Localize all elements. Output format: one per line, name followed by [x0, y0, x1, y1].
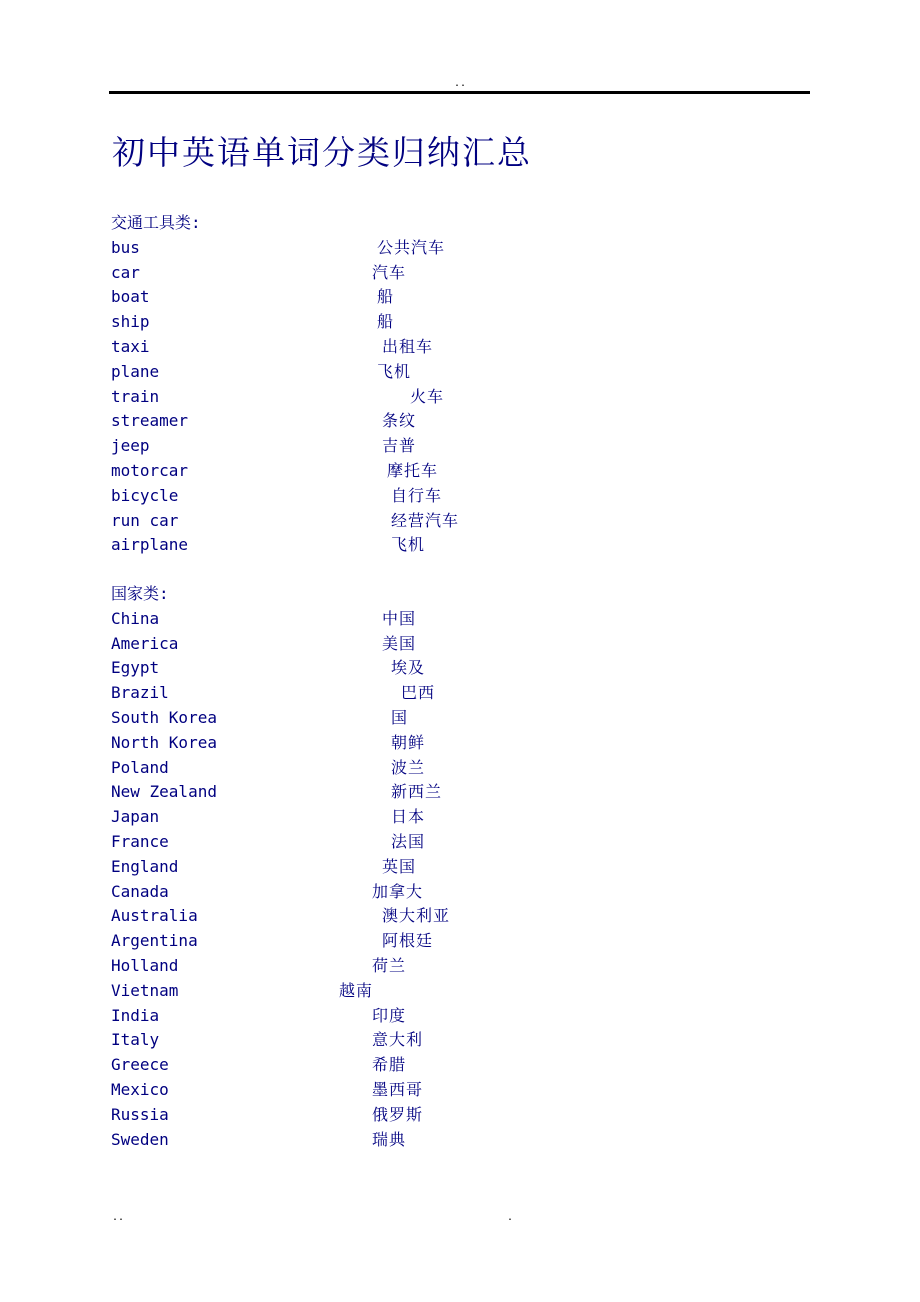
vocab-row — [111, 360, 412, 385]
english-word: Brazil — [111, 683, 169, 703]
chinese-translation: 新西兰 — [391, 782, 443, 802]
chinese-translation: 印度 — [372, 1005, 407, 1025]
english-word: taxi — [111, 336, 150, 356]
chinese-translation: 汽车 — [372, 262, 407, 282]
vocab-row — [111, 830, 426, 855]
vocab-row — [111, 261, 407, 286]
english-word: Vietnam — [111, 980, 179, 1000]
english-word: Holland — [111, 955, 179, 975]
vocab-row — [111, 1078, 424, 1103]
english-word: Russia — [111, 1104, 169, 1124]
chinese-translation: 出租车 — [382, 336, 434, 356]
vocab-row — [111, 1004, 407, 1029]
english-word: boat — [111, 287, 150, 307]
chinese-translation: 飞机 — [377, 361, 412, 381]
english-word: jeep — [111, 436, 150, 456]
vocab-row — [111, 656, 426, 681]
english-word: America — [111, 633, 179, 653]
vocab-row — [111, 1053, 407, 1078]
vocab-row — [111, 880, 424, 905]
chinese-translation: 希腊 — [372, 1055, 407, 1075]
vocab-row — [111, 979, 374, 1004]
vocab-row — [111, 1128, 407, 1153]
vocab-row — [111, 929, 434, 954]
vocab-row — [111, 533, 426, 558]
english-word: Egypt — [111, 658, 160, 678]
section-heading: 交通工具类: — [111, 213, 201, 232]
vocab-row — [111, 385, 445, 410]
chinese-translation: 越南 — [339, 980, 374, 1000]
english-word: India — [111, 1005, 160, 1025]
chinese-translation: 飞机 — [391, 535, 426, 555]
vocab-row — [111, 681, 436, 706]
chinese-translation: 经营汽车 — [391, 510, 460, 530]
english-word: bus — [111, 237, 140, 257]
chinese-translation: 波兰 — [391, 757, 426, 777]
section-transport — [111, 211, 460, 558]
english-word: China — [111, 608, 160, 628]
english-word: Italy — [111, 1030, 160, 1050]
chinese-translation: 英国 — [382, 856, 417, 876]
english-word: Argentina — [111, 931, 198, 951]
vocab-row — [111, 509, 460, 534]
english-word: bicycle — [111, 485, 179, 505]
english-word: Poland — [111, 757, 169, 777]
english-word: Greece — [111, 1055, 169, 1075]
chinese-translation: 荷兰 — [372, 955, 407, 975]
english-word: ship — [111, 312, 150, 332]
vocab-row — [111, 954, 407, 979]
chinese-translation: 埃及 — [391, 658, 426, 678]
chinese-translation: 美国 — [382, 633, 417, 653]
chinese-translation: 摩托车 — [387, 460, 439, 480]
chinese-translation: 日本 — [391, 807, 426, 827]
header-rule — [109, 91, 810, 94]
chinese-translation: 瑞典 — [372, 1129, 407, 1149]
english-word: motorcar — [111, 460, 189, 480]
chinese-translation: 意大利 — [372, 1030, 424, 1050]
chinese-translation: 条纹 — [382, 411, 417, 431]
vocab-row — [111, 607, 417, 632]
english-word: car — [111, 262, 140, 282]
chinese-translation: 中国 — [382, 608, 417, 628]
english-word: France — [111, 831, 169, 851]
vocab-row — [111, 434, 417, 459]
chinese-translation: 船 — [377, 312, 395, 332]
vocab-row — [111, 756, 426, 781]
english-word: Mexico — [111, 1079, 169, 1099]
chinese-translation: 自行车 — [391, 485, 443, 505]
vocab-row — [111, 706, 409, 731]
vocab-row — [111, 632, 417, 657]
vocab-row — [111, 1028, 424, 1053]
vocab-list — [111, 607, 451, 1153]
english-word: train — [111, 386, 160, 406]
english-word: plane — [111, 361, 160, 381]
chinese-translation: 墨西哥 — [372, 1079, 424, 1099]
chinese-translation: 船 — [377, 287, 395, 307]
vocab-row — [111, 484, 443, 509]
chinese-translation: 俄罗斯 — [372, 1104, 424, 1124]
chinese-translation: 国 — [391, 707, 409, 727]
english-word: Sweden — [111, 1129, 169, 1149]
vocab-row — [111, 855, 417, 880]
vocab-row — [111, 409, 417, 434]
chinese-translation: 朝鲜 — [391, 732, 426, 752]
vocab-row — [111, 459, 439, 484]
chinese-translation: 吉普 — [382, 436, 417, 456]
english-word: Japan — [111, 807, 160, 827]
footer-right-dot: . — [507, 1212, 514, 1223]
page-title: 初中英语单词分类归纳汇总 — [112, 133, 532, 172]
vocab-row — [111, 780, 443, 805]
chinese-translation: 澳大利亚 — [382, 906, 451, 926]
english-word: airplane — [111, 535, 189, 555]
english-word: streamer — [111, 411, 189, 431]
english-word: run car — [111, 510, 179, 530]
vocab-row — [111, 310, 395, 335]
chinese-translation: 巴西 — [401, 683, 436, 703]
vocab-row — [111, 335, 434, 360]
english-word: South Korea — [111, 707, 217, 727]
vocab-row — [111, 805, 426, 830]
vocab-row — [111, 1103, 424, 1128]
english-word: Australia — [111, 906, 198, 926]
footer-left-dots: .. — [112, 1212, 125, 1223]
chinese-translation: 火车 — [410, 386, 445, 406]
english-word: New Zealand — [111, 782, 217, 802]
vocab-row — [111, 285, 395, 310]
chinese-translation: 公共汽车 — [377, 237, 446, 257]
chinese-translation: 阿根廷 — [382, 931, 434, 951]
section-countries — [111, 582, 451, 1152]
section-heading: 国家类: — [111, 584, 169, 603]
chinese-translation: 法国 — [391, 831, 426, 851]
vocab-row — [111, 731, 426, 756]
chinese-translation: 加拿大 — [372, 881, 424, 901]
vocab-row — [111, 904, 451, 929]
english-word: North Korea — [111, 732, 217, 752]
header-dots: .. — [454, 78, 467, 89]
english-word: England — [111, 856, 179, 876]
vocab-row — [111, 236, 446, 261]
english-word: Canada — [111, 881, 169, 901]
vocab-list — [111, 236, 460, 558]
